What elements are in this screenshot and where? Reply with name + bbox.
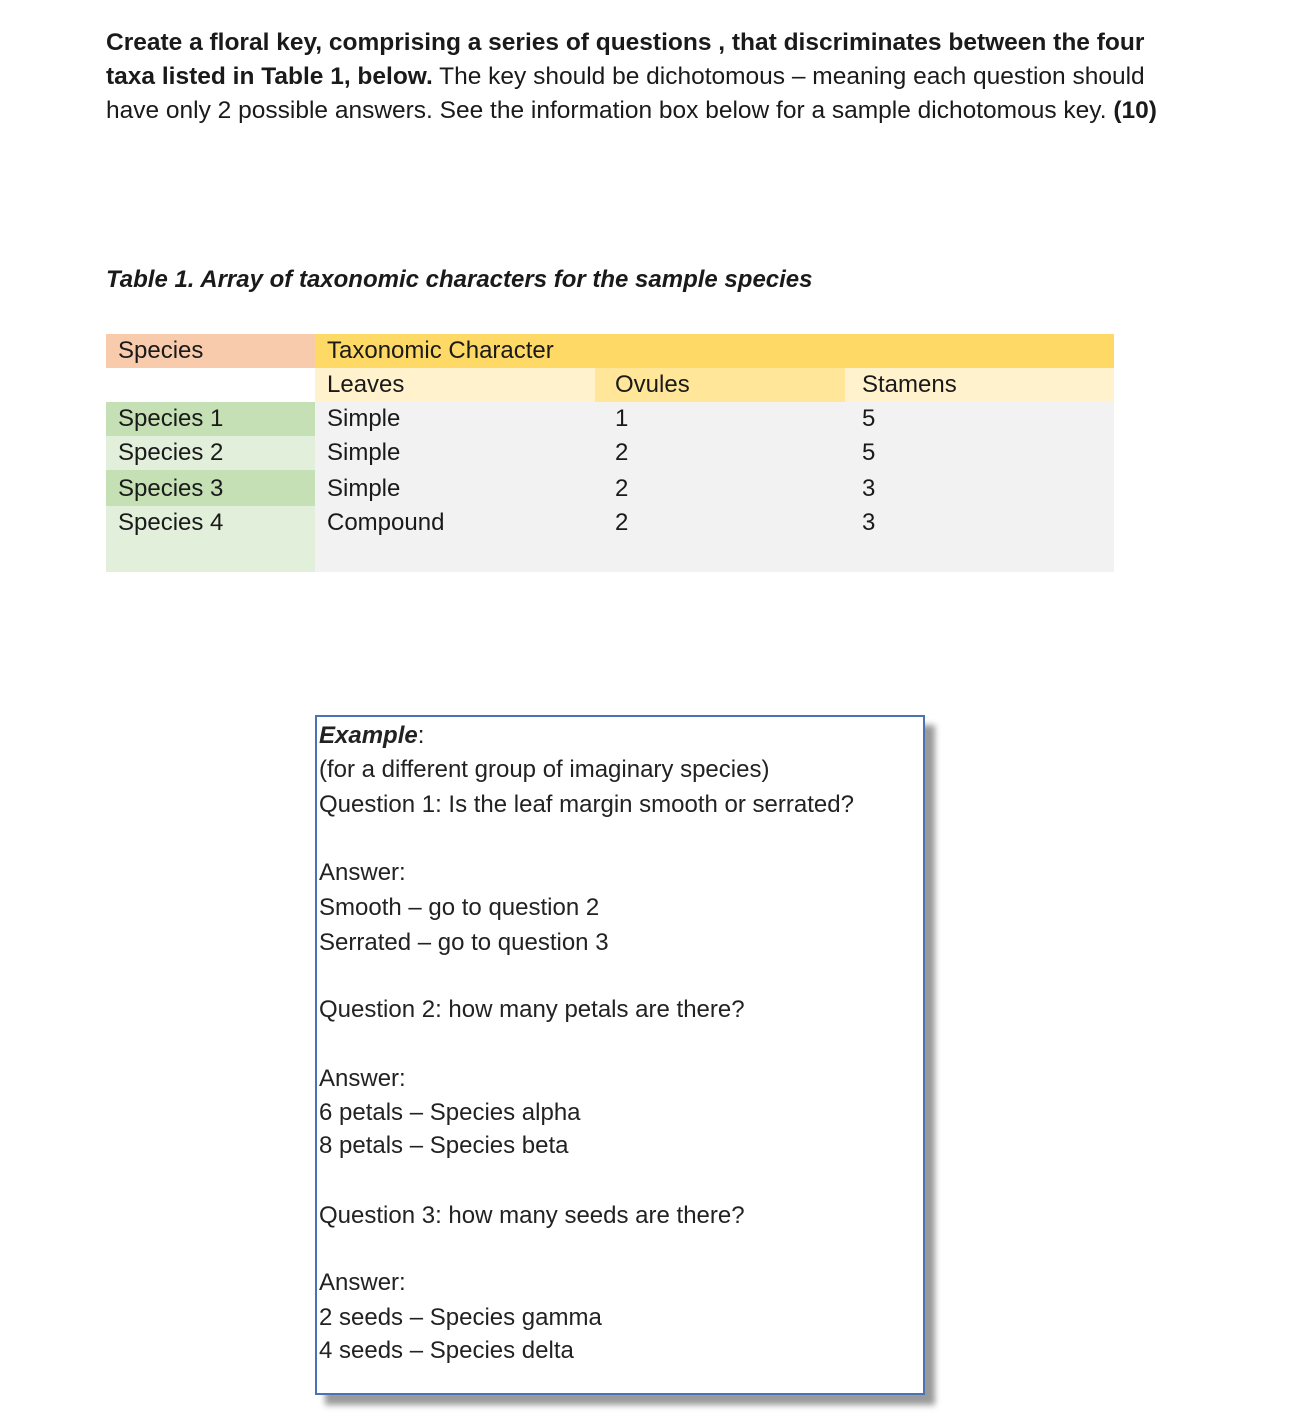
stamens-header: Stamens bbox=[862, 371, 957, 398]
example-answer-1b: Serrated – go to question 3 bbox=[319, 929, 609, 956]
row-3-leaves: Simple bbox=[327, 475, 401, 502]
row-1-leaves: Simple bbox=[327, 405, 401, 432]
example-answer-2a: 6 petals – Species alpha bbox=[319, 1099, 581, 1126]
data-area-bg bbox=[315, 402, 1114, 572]
marks: (10) bbox=[1113, 97, 1157, 124]
example-question-3: Question 3: how many seeds are there? bbox=[319, 1202, 745, 1229]
example-question-1: Question 1: Is the leaf margin smooth or serrated? bbox=[319, 791, 854, 818]
example-answer-3b: 4 seeds – Species delta bbox=[319, 1337, 574, 1364]
ovules-header: Ovules bbox=[615, 371, 690, 398]
row-2-ovules: 2 bbox=[615, 439, 629, 466]
species-header: Species bbox=[118, 337, 204, 364]
example-answer-2b: 8 petals – Species beta bbox=[319, 1132, 569, 1159]
instructions-bold: Create a floral key, comprising a series of questions , that discriminates between the four taxa listed in Table 1, below. bbox=[106, 29, 1145, 90]
example-question-2: Question 2: how many petals are there? bbox=[319, 996, 745, 1023]
leaves-header: Leaves bbox=[327, 371, 405, 398]
taxonomy-table bbox=[106, 334, 1114, 572]
row-3-ovules: 2 bbox=[615, 475, 629, 502]
example-title-text: Example bbox=[319, 722, 418, 749]
example-title bbox=[319, 720, 424, 752]
example-answer-label-2: Answer: bbox=[319, 1065, 406, 1092]
example-title-colon: : bbox=[417, 722, 425, 749]
character-header: Taxonomic Character bbox=[327, 337, 554, 364]
table-caption: Table 1. Array of taxonomic characters for the sample species bbox=[106, 266, 813, 293]
row-2-stamens: 5 bbox=[862, 439, 876, 466]
example-info-box bbox=[315, 715, 925, 1395]
row-1-species: Species 1 bbox=[118, 405, 224, 432]
row-1-stamens: 5 bbox=[862, 405, 876, 432]
example-answer-label-3: Answer: bbox=[319, 1269, 406, 1296]
row-3-stamens: 3 bbox=[862, 475, 876, 502]
row-4-stamens: 3 bbox=[862, 509, 876, 536]
row-4-species: Species 4 bbox=[118, 509, 224, 536]
instructions-text: The key should be dichotomous – meaning each question should have only 2 possible answers. See the information box below for a sample dichotomous key. bbox=[106, 63, 1145, 124]
example-answer-label-1: Answer: bbox=[319, 859, 406, 886]
example-answer-1a: Smooth – go to question 2 bbox=[319, 894, 600, 921]
question-instructions bbox=[106, 26, 1186, 128]
row-3-species: Species 3 bbox=[118, 475, 224, 502]
row-4-leaves: Compound bbox=[327, 509, 445, 536]
row-1-ovules: 1 bbox=[615, 405, 629, 432]
example-answer-3a: 2 seeds – Species gamma bbox=[319, 1304, 602, 1331]
row-2-leaves: Simple bbox=[327, 439, 401, 466]
example-line-context: (for a different group of imaginary species) bbox=[319, 756, 770, 783]
row-2-species: Species 2 bbox=[118, 439, 224, 466]
row-4-ovules: 2 bbox=[615, 509, 629, 536]
